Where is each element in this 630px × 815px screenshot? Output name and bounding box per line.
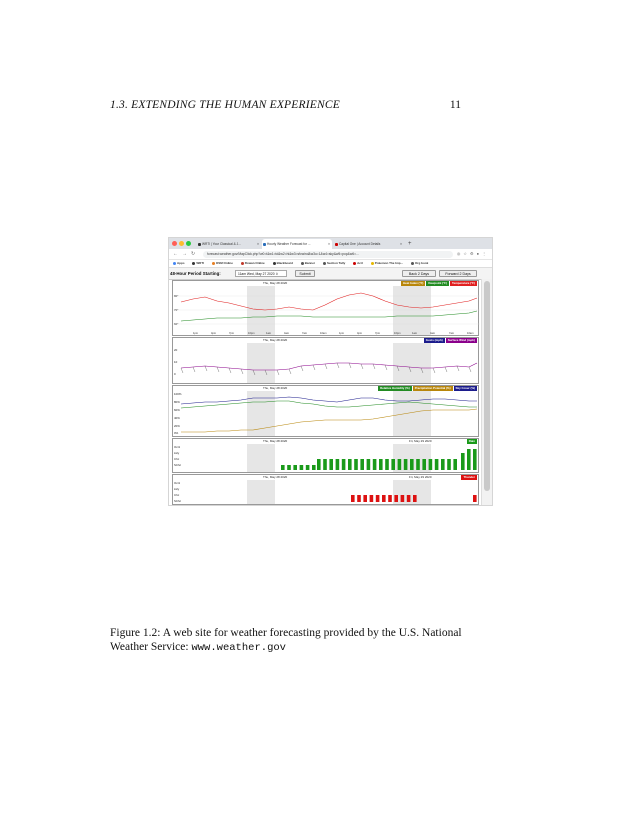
day-label: Thu, May 28 2020 <box>263 439 288 443</box>
caption-link: www.weather.gov <box>191 641 286 654</box>
rain-bar-0 <box>281 465 285 470</box>
bookmark-item[interactable]: OSM Online <box>212 260 233 267</box>
row-label: Chc <box>174 457 180 461</box>
forward-2-days-button[interactable]: Forward 2 Days <box>439 270 477 277</box>
bookmark-item[interactable]: Blackboard <box>273 260 293 267</box>
browser-tab-bar <box>169 238 492 249</box>
y-label: 100% <box>174 392 182 396</box>
toolbar-icons[interactable]: ◎☆⚙●⋮ <box>456 251 489 256</box>
y-label: 80% <box>174 400 180 404</box>
thunder-bars <box>173 475 480 506</box>
thunder-bar-8 <box>401 495 405 502</box>
day-label: Fri, May 29 2020 <box>409 439 432 443</box>
browser-tab-1[interactable]: WRTI | Your Classical & J... × <box>197 239 261 249</box>
caption-text: Figure 1.2: A web site for weather forecasting provided by the U.S. National Weather Service: <box>110 627 462 653</box>
rain-bar-23 <box>422 459 426 470</box>
thunder-bar-2 <box>363 495 367 502</box>
legend-humidity: Relative Humidity (%) <box>380 386 410 390</box>
tab-label: WRTI | Your Classical & J... <box>202 242 241 246</box>
bookmark-item[interactable]: Section Tally <box>323 260 345 267</box>
forecast-controls <box>169 268 492 280</box>
period-select[interactable]: 11am Wed, May 27 2020 ⇕ <box>235 270 287 277</box>
rain-bar-26 <box>441 459 445 470</box>
wind-plot <box>173 338 480 385</box>
page-scrollbar[interactable] <box>481 279 492 505</box>
legend-heat-index: Heat Index (°F) <box>403 281 424 285</box>
legend-sky-cover: Sky Cover (%) <box>455 386 475 390</box>
new-tab-button[interactable]: + <box>408 241 412 247</box>
bookmarks-bar <box>169 260 492 268</box>
rain-bar-2 <box>293 465 297 470</box>
rain-bars <box>173 439 480 474</box>
submit-button[interactable]: Submit <box>295 270 315 277</box>
bookmark-item[interactable]: WRTI <box>192 260 204 267</box>
legend-dewpoint: Dewpoint (°F) <box>428 281 448 285</box>
day-label: Thu, May 28 2020 <box>263 386 288 390</box>
grid-lines <box>173 296 480 324</box>
day-label: Thu, May 28 2020 <box>263 281 288 285</box>
thunder-bar-3 <box>370 495 374 502</box>
figure-caption <box>110 627 470 655</box>
rain-bar-22 <box>416 459 420 470</box>
back-arrow-icon[interactable]: ← <box>173 251 178 257</box>
period-select-value: 11am Wed, May 27 2020 <box>238 272 275 276</box>
humidity-plot <box>173 386 480 438</box>
bookmark-item[interactable]: Rowan Online <box>241 260 265 267</box>
rain-bar-19 <box>398 459 402 470</box>
legend-temperature: Temperature (°F) <box>452 281 475 285</box>
back-2-days-button[interactable]: Back 2 Days <box>402 270 436 277</box>
rain-bar-9 <box>336 459 340 470</box>
wind-panel <box>172 337 479 384</box>
rain-bar-21 <box>410 459 414 470</box>
weather-screenshot-figure <box>168 237 493 506</box>
tab-label: Hourly Weather Forecast for ... <box>267 242 311 246</box>
humidity-panel <box>172 385 479 437</box>
minimize-window-icon[interactable] <box>179 241 184 246</box>
temperature-plot <box>173 281 480 337</box>
rain-bar-7 <box>323 459 327 470</box>
day-label: Thu, May 28 2020 <box>263 338 288 342</box>
temperature-panel: Thu, May 28 2020 Heat Index (°F) Dewpoint (°F) Temperature (°F) 80° 70° 60° 1pm 4pm 7pm 10pm 1am 4am 7am 10am 1pm 4pm 7pm 10pm 1am 4am 7am 10am <box>172 280 479 336</box>
y-label: 70° <box>174 308 179 312</box>
rain-bar-14 <box>367 459 371 470</box>
row-label: Lkly <box>174 487 180 491</box>
section-title: 1.3. EXTENDING THE HUMAN EXPERIENCE <box>110 99 340 111</box>
tab-label: Capital One | Account Details <box>339 242 381 246</box>
rain-bar-11 <box>348 459 352 470</box>
row-label: Ocnl <box>174 445 180 449</box>
rain-bar-16 <box>379 459 383 470</box>
row-label: SChc <box>174 499 182 503</box>
rain-bar-27 <box>447 459 451 470</box>
browser-tab-3[interactable]: Capital One | Account Details × <box>334 239 404 249</box>
bookmark-item[interactable]: Org book <box>411 260 428 267</box>
bookmark-item[interactable]: Banner <box>301 260 315 267</box>
legend-rain: Rain <box>468 439 475 443</box>
rain-bar-28 <box>453 459 457 470</box>
rain-bar-13 <box>360 459 364 470</box>
thunder-bar-6 <box>388 495 392 502</box>
thunder-bar-9 <box>407 495 411 502</box>
thunder-bar-4 <box>376 495 380 502</box>
rain-bar-1 <box>287 465 291 470</box>
maximize-window-icon[interactable] <box>186 241 191 246</box>
legend-gusts: Gusts (mph) <box>425 338 443 342</box>
thunder-panel <box>172 474 479 505</box>
thunder-bar-11 <box>473 495 477 502</box>
rain-bar-10 <box>342 459 346 470</box>
rain-bar-29 <box>461 453 465 470</box>
rain-bar-15 <box>373 459 377 470</box>
row-label: Chc <box>174 493 180 497</box>
y-label: 0 <box>174 372 176 376</box>
y-label: 20 <box>174 348 178 352</box>
tab-favicon-icon <box>263 243 266 246</box>
rain-bar-5 <box>312 465 316 470</box>
reload-icon[interactable]: ↻ <box>191 251 196 257</box>
close-window-icon[interactable] <box>172 241 177 246</box>
rain-bar-6 <box>317 459 321 470</box>
period-label: 48-Hour Period Starting: <box>170 271 221 276</box>
wind-barbs <box>181 363 471 375</box>
y-label: 20% <box>174 424 180 428</box>
rain-bar-25 <box>435 459 439 470</box>
bookmark-item[interactable]: Acrl <box>353 260 363 267</box>
address-bar <box>169 249 492 260</box>
rain-bar-31 <box>473 449 477 470</box>
rain-bar-24 <box>429 459 433 470</box>
legend-precip: Precipitation Potential (%) <box>414 386 451 390</box>
bookmark-apps[interactable]: Apps <box>173 260 185 267</box>
rain-bar-18 <box>391 459 395 470</box>
day-label: Fri, May 29 2020 <box>409 475 432 479</box>
legend-surface-wind: Surface Wind (mph) <box>447 338 475 342</box>
running-head <box>110 99 461 115</box>
thunder-bar-1 <box>357 495 361 502</box>
rain-bar-20 <box>404 459 408 470</box>
url-field[interactable]: forecast.weather.gov/MapClick.php?w0=t&w1=td&w2=hi&w3=sfcwind&w3u=1&w4=sky&w5=pop&w6=... <box>203 251 453 258</box>
scrollbar-thumb[interactable] <box>484 281 490 491</box>
thunder-bar-5 <box>382 495 386 502</box>
page-number: 11 <box>449 99 461 111</box>
rain-panel <box>172 438 479 473</box>
y-label: 40% <box>174 416 180 420</box>
bookmark-item[interactable]: Pokemon The Imp... <box>371 260 403 267</box>
rain-bar-4 <box>306 465 310 470</box>
rain-bar-30 <box>467 449 471 470</box>
rain-bar-3 <box>300 465 304 470</box>
forward-arrow-icon[interactable]: → <box>182 251 187 257</box>
row-label: Lkly <box>174 451 180 455</box>
day-label: Thu, May 28 2020 <box>263 475 288 479</box>
y-label: 80° <box>174 294 179 298</box>
row-label: SChc <box>174 463 182 467</box>
browser-tab-2[interactable]: Hourly Weather Forecast for ... × <box>262 239 332 249</box>
legend-thunder: Thunder <box>463 475 475 479</box>
thunder-bar-0 <box>351 495 355 502</box>
y-label: 60% <box>174 408 180 412</box>
rain-bar-17 <box>385 459 389 470</box>
thunder-bar-7 <box>394 495 398 502</box>
tab-favicon-icon <box>198 243 201 246</box>
y-label: 10 <box>174 360 178 364</box>
y-label: 60° <box>174 322 179 326</box>
y-label: 0% <box>174 431 179 435</box>
thunder-bar-10 <box>413 495 417 502</box>
row-label: Ocnl <box>174 481 180 485</box>
tab-favicon-icon <box>335 243 338 246</box>
rain-bar-8 <box>329 459 333 470</box>
rain-bar-12 <box>354 459 358 470</box>
